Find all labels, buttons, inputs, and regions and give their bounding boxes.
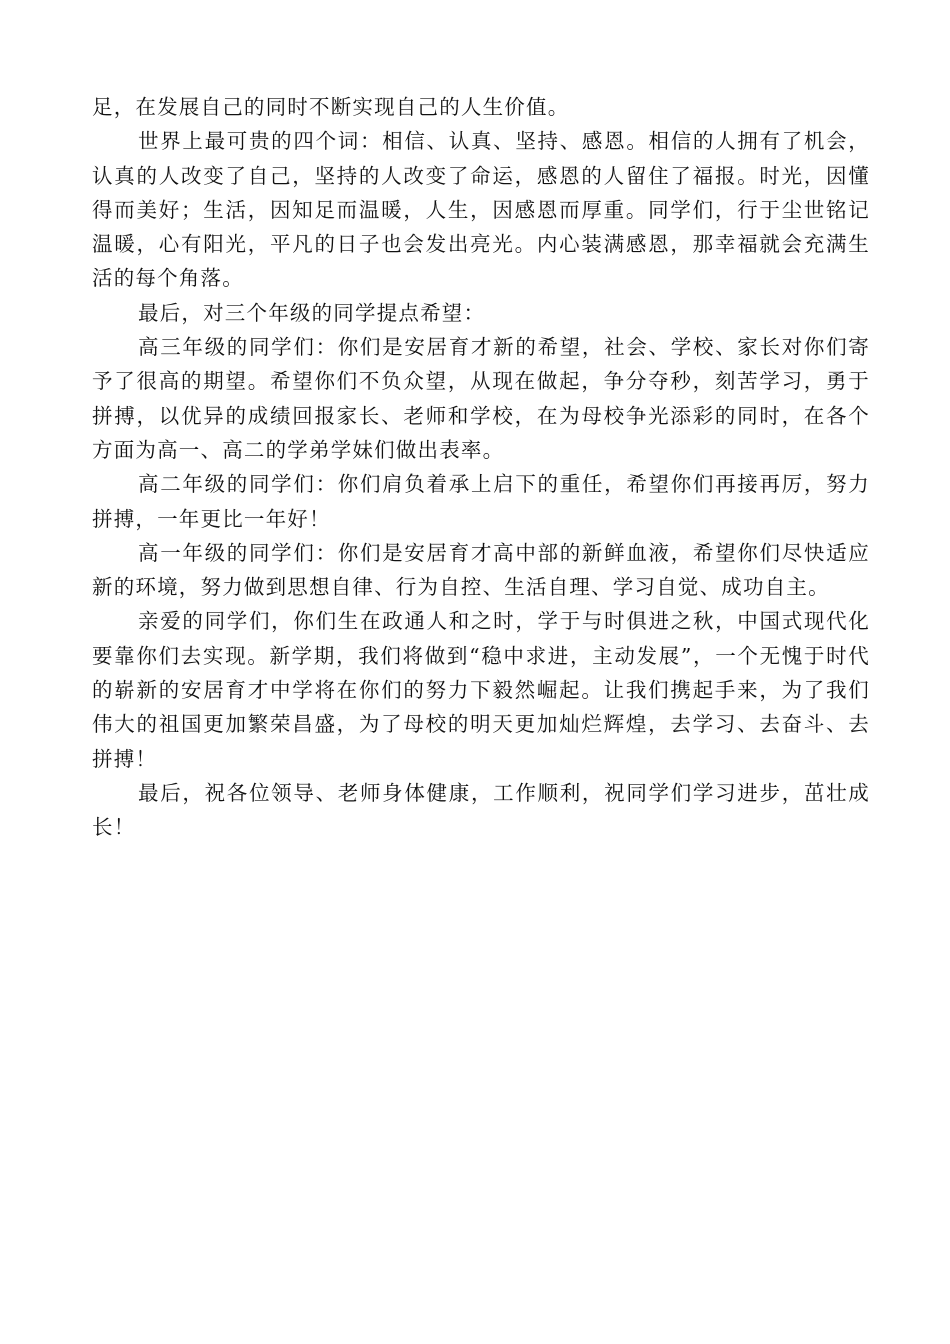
paragraph-hopes-intro: 最后，对三个年级的同学提点希望： (138, 300, 486, 325)
paragraph-senior-one: 高一年级的同学们：你们是安居育才高中部的新鲜血液，希望你们尽快适应新的环境，努力做到思想自律、行为自控、生活自理、学习自觉、成功自主。 (92, 540, 870, 600)
paragraph-senior-two: 高二年级的同学们：你们肩负着承上启下的重任，希望你们再接再厉，努力拼搏，一年更比一年好！ (92, 472, 870, 531)
document-body (92, 90, 870, 845)
paragraph-dear-students: 亲爱的同学们，你们生在政通人和之时，学于与时俱进之秋，中国式现代化要靠你们去实现。新学期，我们将做到“稳中求进，主动发展”，一个无愧于时代的崭新的安居育才中学将在你们的努力下毅然崛起。让我们携起手来，为了我们伟大的祖国更加繁荣昌盛，为了母校的明天更加灿烂辉煌，去学习、去奋斗、去拼搏！ (92, 609, 870, 771)
paragraph-continuation: 足，在发展自己的同时不断实现自己的人生价值。 (92, 95, 570, 119)
paragraph-senior-three: 高三年级的同学们：你们是安居育才新的希望，社会、学校、家长对你们寄予了很高的期望。希望你们不负众望，从现在做起，争分夺秒，刻苦学习，勇于拼搏，以优异的成绩回报家长、老师和学校，在为母校争光添彩的同时，在各个方面为高一、高二的学弟学妹们做出表率。 (92, 335, 870, 462)
paragraph-closing-wishes: 最后，祝各位领导、老师身体健康，工作顺利，祝同学们学习进步，茁壮成长！ (92, 780, 870, 840)
paragraph-four-words: 世界上最可贵的四个词：相信、认真、坚持、感恩。相信的人拥有了机会，认真的人改变了自己，坚持的人改变了命运，感恩的人留住了福报。时光，因懂得而美好；生活，因知足而温暖，人生，因感恩而厚重。同学们，行于尘世铭记温暖，心有阳光，平凡的日子也会发出亮光。内心装满感恩，那幸福就会充满生活的每个角落。 (92, 129, 870, 291)
